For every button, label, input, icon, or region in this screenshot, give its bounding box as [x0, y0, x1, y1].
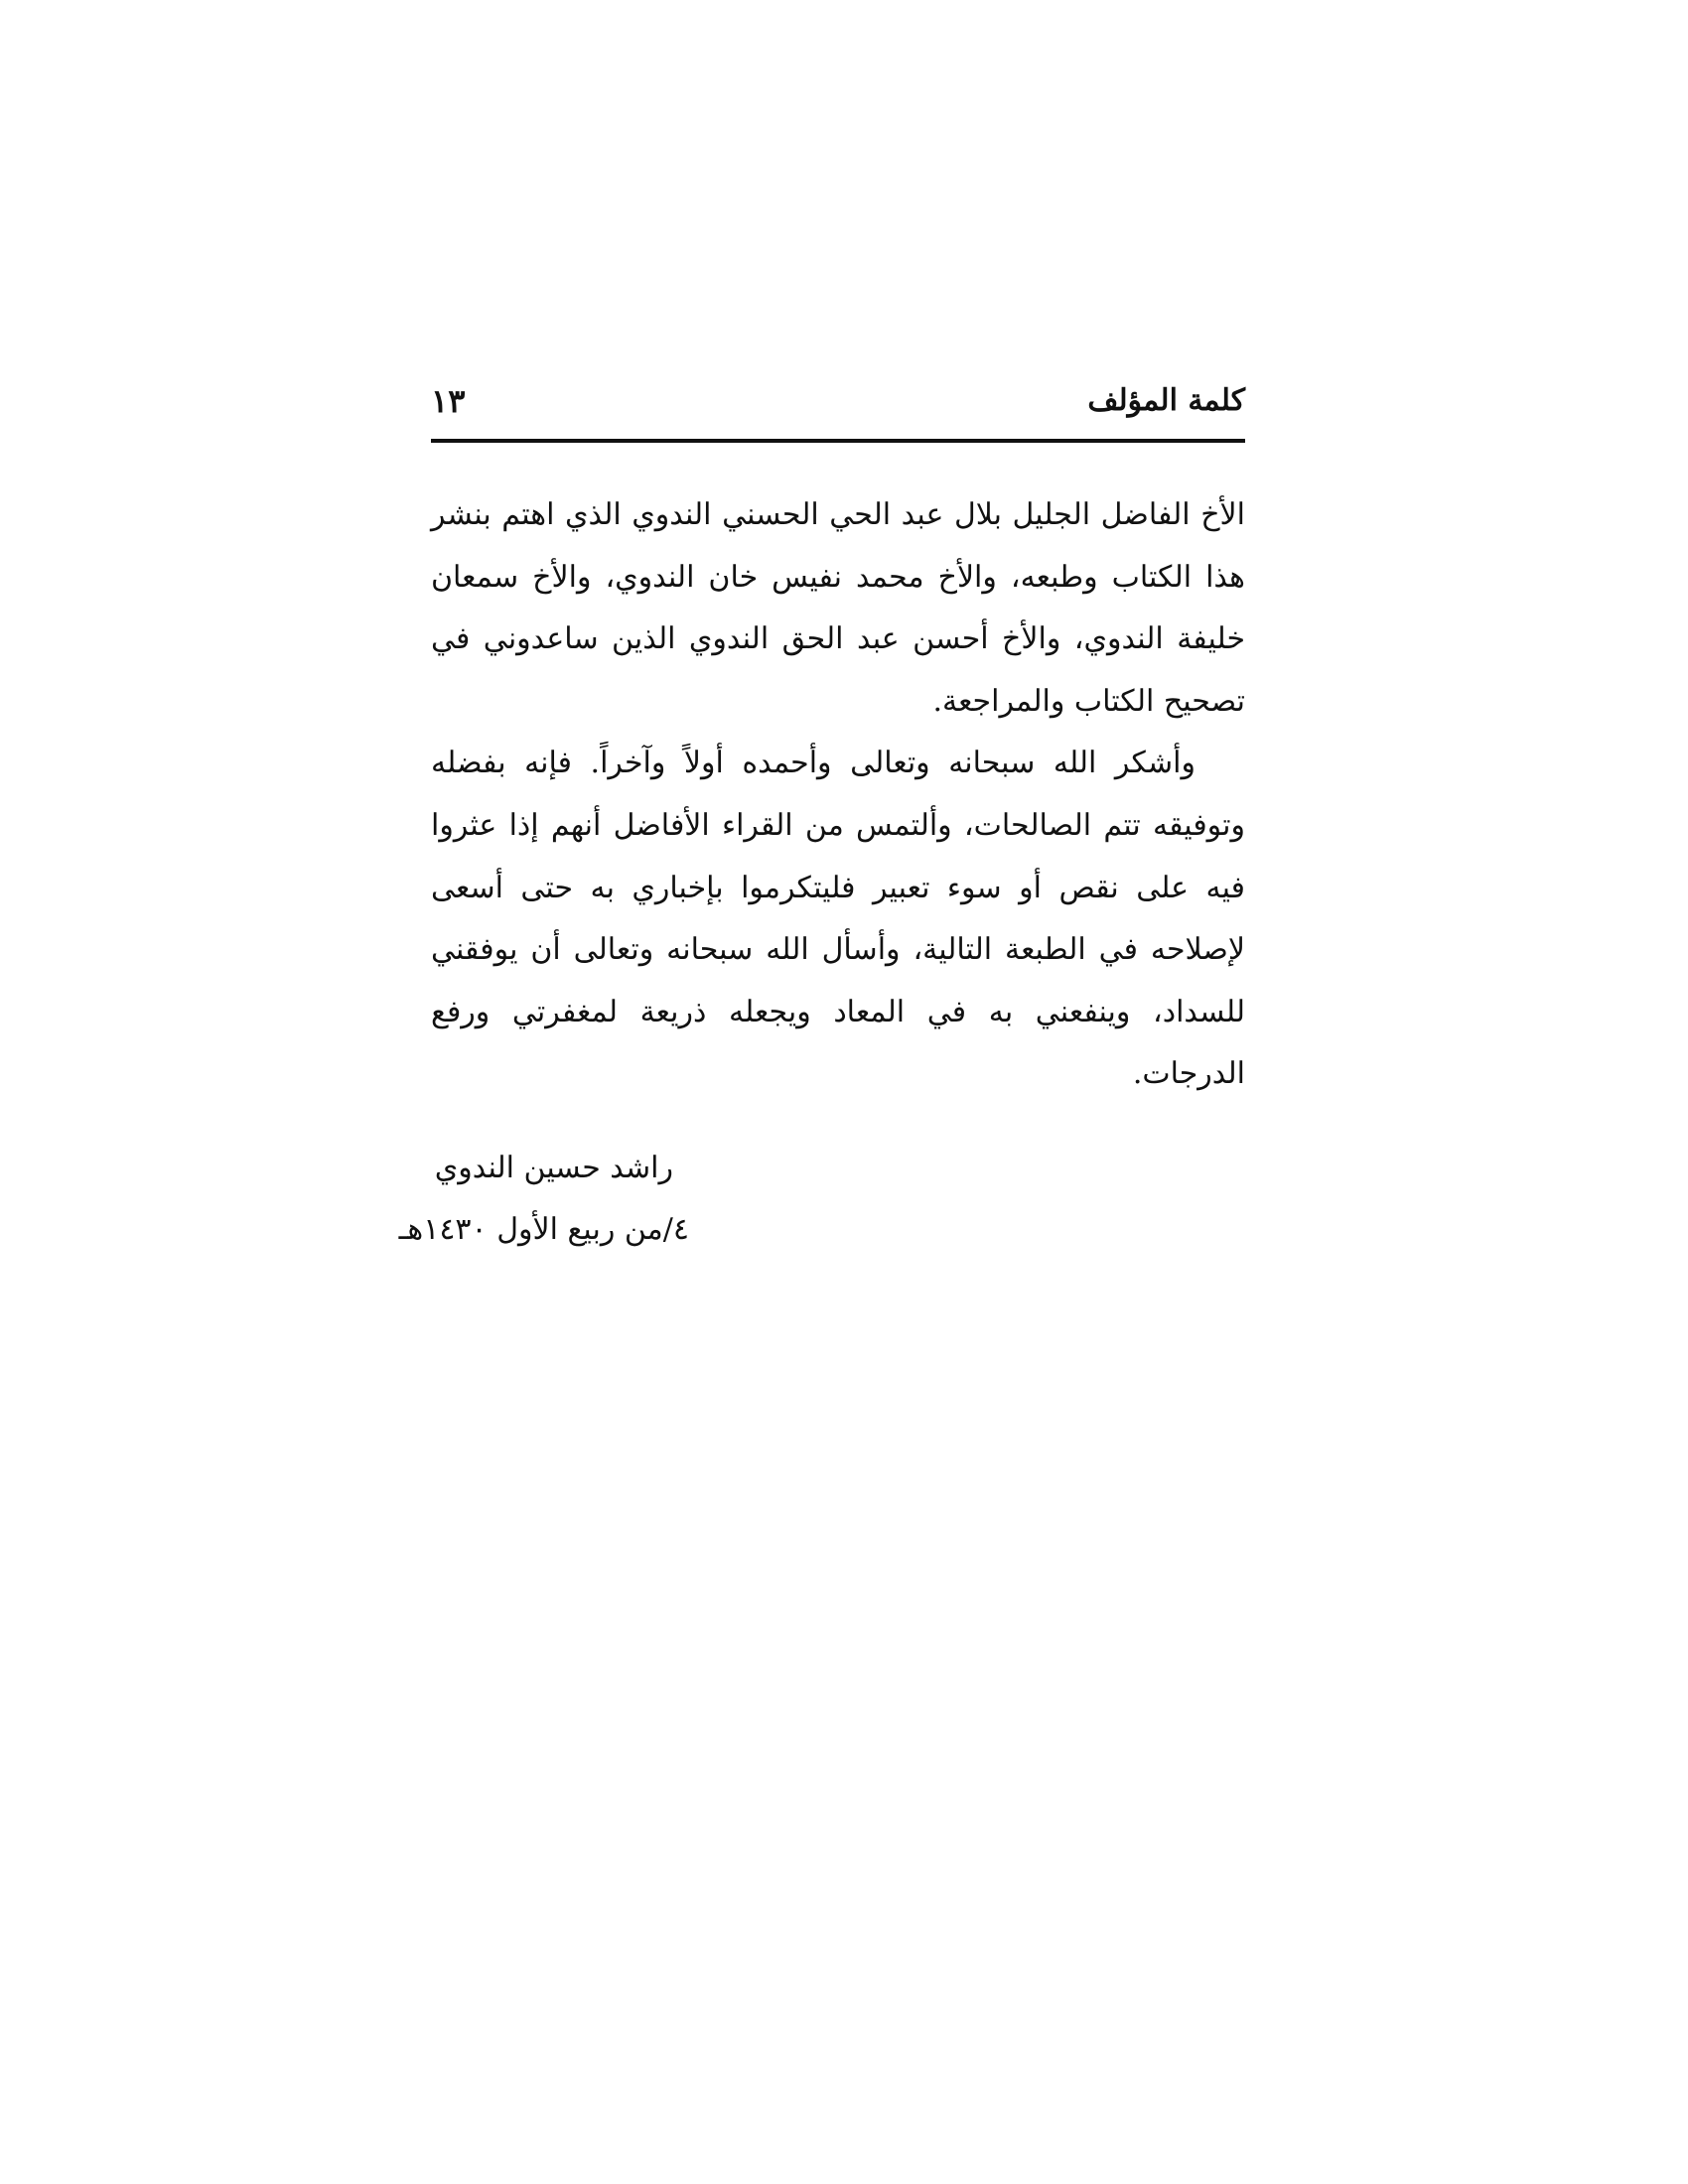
running-header	[431, 375, 1245, 435]
signature-block	[398, 1138, 689, 1261]
header-divider	[431, 439, 1245, 443]
body-text	[431, 484, 1245, 1106]
page-number: ١٣	[431, 382, 466, 420]
signature-date: ٤/من ربيع الأول ١٤٣٠هـ	[398, 1212, 689, 1247]
author-name: راشد حسين الندوي	[434, 1151, 673, 1185]
chapter-title: كلمة المؤلف	[1087, 383, 1245, 418]
paragraph-gratitude: وأشكر الله سبحانه وتعالى وأحمده أولاً وآخراً. فإنه بفضله وتوفيقه تتم الصالحات، وألتمس من القراء الأفاضل أنهم إذا عثروا فيه على نقص أو سوء تعبير فليتكرموا بإخباري به حتى أسعى لإصلاحه في الطبعة التالية، وأسأل الله سبحانه وتعالى أن يوفقني للسداد، وينفعني به في المعاد ويجعله ذريعة لمغفرتي ورفع الدرجات.	[431, 746, 1245, 1092]
paragraph-acknowledgements: الأخ الفاضل الجليل بلال عبد الحي الحسني الندوي الذي اهتم بنشر هذا الكتاب وطبعه، والأخ محمد نفيس خان الندوي، والأخ سمعان خليفة الندوي، والأخ أحسن عبد الحق الندوي الذين ساعدوني في تصحيح الكتاب والمراجعة.	[431, 497, 1245, 719]
